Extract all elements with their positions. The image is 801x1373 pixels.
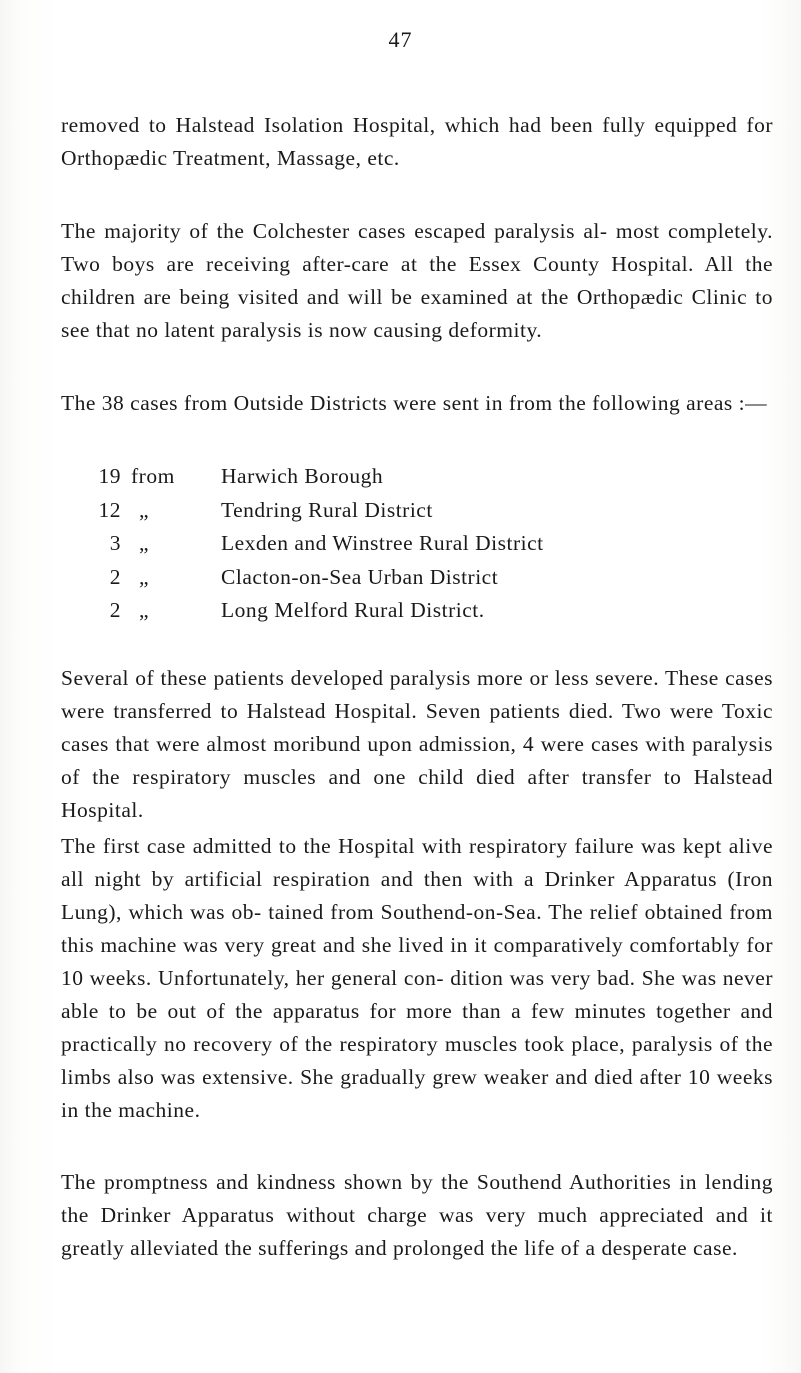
areas-list xyxy=(61,460,773,628)
area-from: „ xyxy=(139,564,150,589)
paragraph-3 xyxy=(61,387,773,420)
area-from: „ xyxy=(139,531,150,555)
paragraph-6 xyxy=(61,1166,773,1265)
area-name: Clacton-on-Sea Urban District xyxy=(221,564,499,589)
area-from: „ xyxy=(139,598,150,622)
area-count: 12 xyxy=(98,497,121,522)
paragraph-4 xyxy=(61,662,773,827)
area-name: Long Melford Rural District. xyxy=(221,598,485,622)
area-from: „ xyxy=(139,497,150,522)
page-number: 47 xyxy=(388,27,413,52)
area-from: from xyxy=(131,464,175,488)
paragraph-3-text: The 38 cases from Outside Districts were sent in from the following areas :— xyxy=(61,391,768,415)
area-name: Tendring Rural District xyxy=(221,497,433,522)
paragraph-6-text: The promptness and kindness shown by the Southend Authorities in lending the Drinker Apparatus without charge was very much appreciated and it greatly alleviated the sufferings and prolonged the life of a desperate case. xyxy=(61,1170,773,1260)
area-name: Harwich Borough xyxy=(221,464,384,488)
list-item xyxy=(61,561,773,595)
list-item xyxy=(61,527,773,561)
paragraph-5-text: The first case admitted to the Hospital with respiratory failure was kept alive all night by artificial respiration and then with a Drinker Apparatus (Iron Lung), which was ob- tained from Southend-on-Sea. The relief obtained from this machine was very great and she lived in it comparatively comfortably for 10 weeks. Unfortunately, her general con- dition was very bad. She was never able to be out of the apparatus for more than a few minutes together and practically no recovery of the respiratory muscles took place, paralysis of the limbs also was extensive. She gradually grew weaker and died after 10 weeks in the machine. xyxy=(61,834,773,1122)
area-count: 3 xyxy=(109,531,121,555)
list-item xyxy=(61,494,773,528)
area-count: 2 xyxy=(109,598,121,622)
paragraph-4-text: Several of these patients developed paralysis more or less severe. These cases were transferred to Halstead Hospital. Seven patients died. Two were Toxic cases that were almost moribund upon admission, 4 were cases with paralysis of the respiratory muscles and one child died after transfer to Halstead Hospital. xyxy=(61,666,773,822)
paragraph-1 xyxy=(61,109,773,175)
paragraph-1-text: removed to Halstead Isolation Hospital, which had been fully equipped for Orthopædic Treatment, Massage, etc. xyxy=(61,113,773,170)
paragraph-2-text: The majority of the Colchester cases escaped paralysis al- most completely. Two boys are receiving after-care at the Essex County Hospital. All the children are being visited and will be examined at the Orthopædic Clinic to see that no latent paralysis is now causing deformity. xyxy=(61,219,773,342)
area-count: 2 xyxy=(109,564,121,589)
area-name: Lexden and Winstree Rural District xyxy=(221,531,544,555)
area-count: 19 xyxy=(98,464,121,488)
list-item xyxy=(61,594,773,628)
paragraph-2 xyxy=(61,215,773,347)
paragraph-5 xyxy=(61,830,773,1127)
list-item xyxy=(61,460,773,494)
